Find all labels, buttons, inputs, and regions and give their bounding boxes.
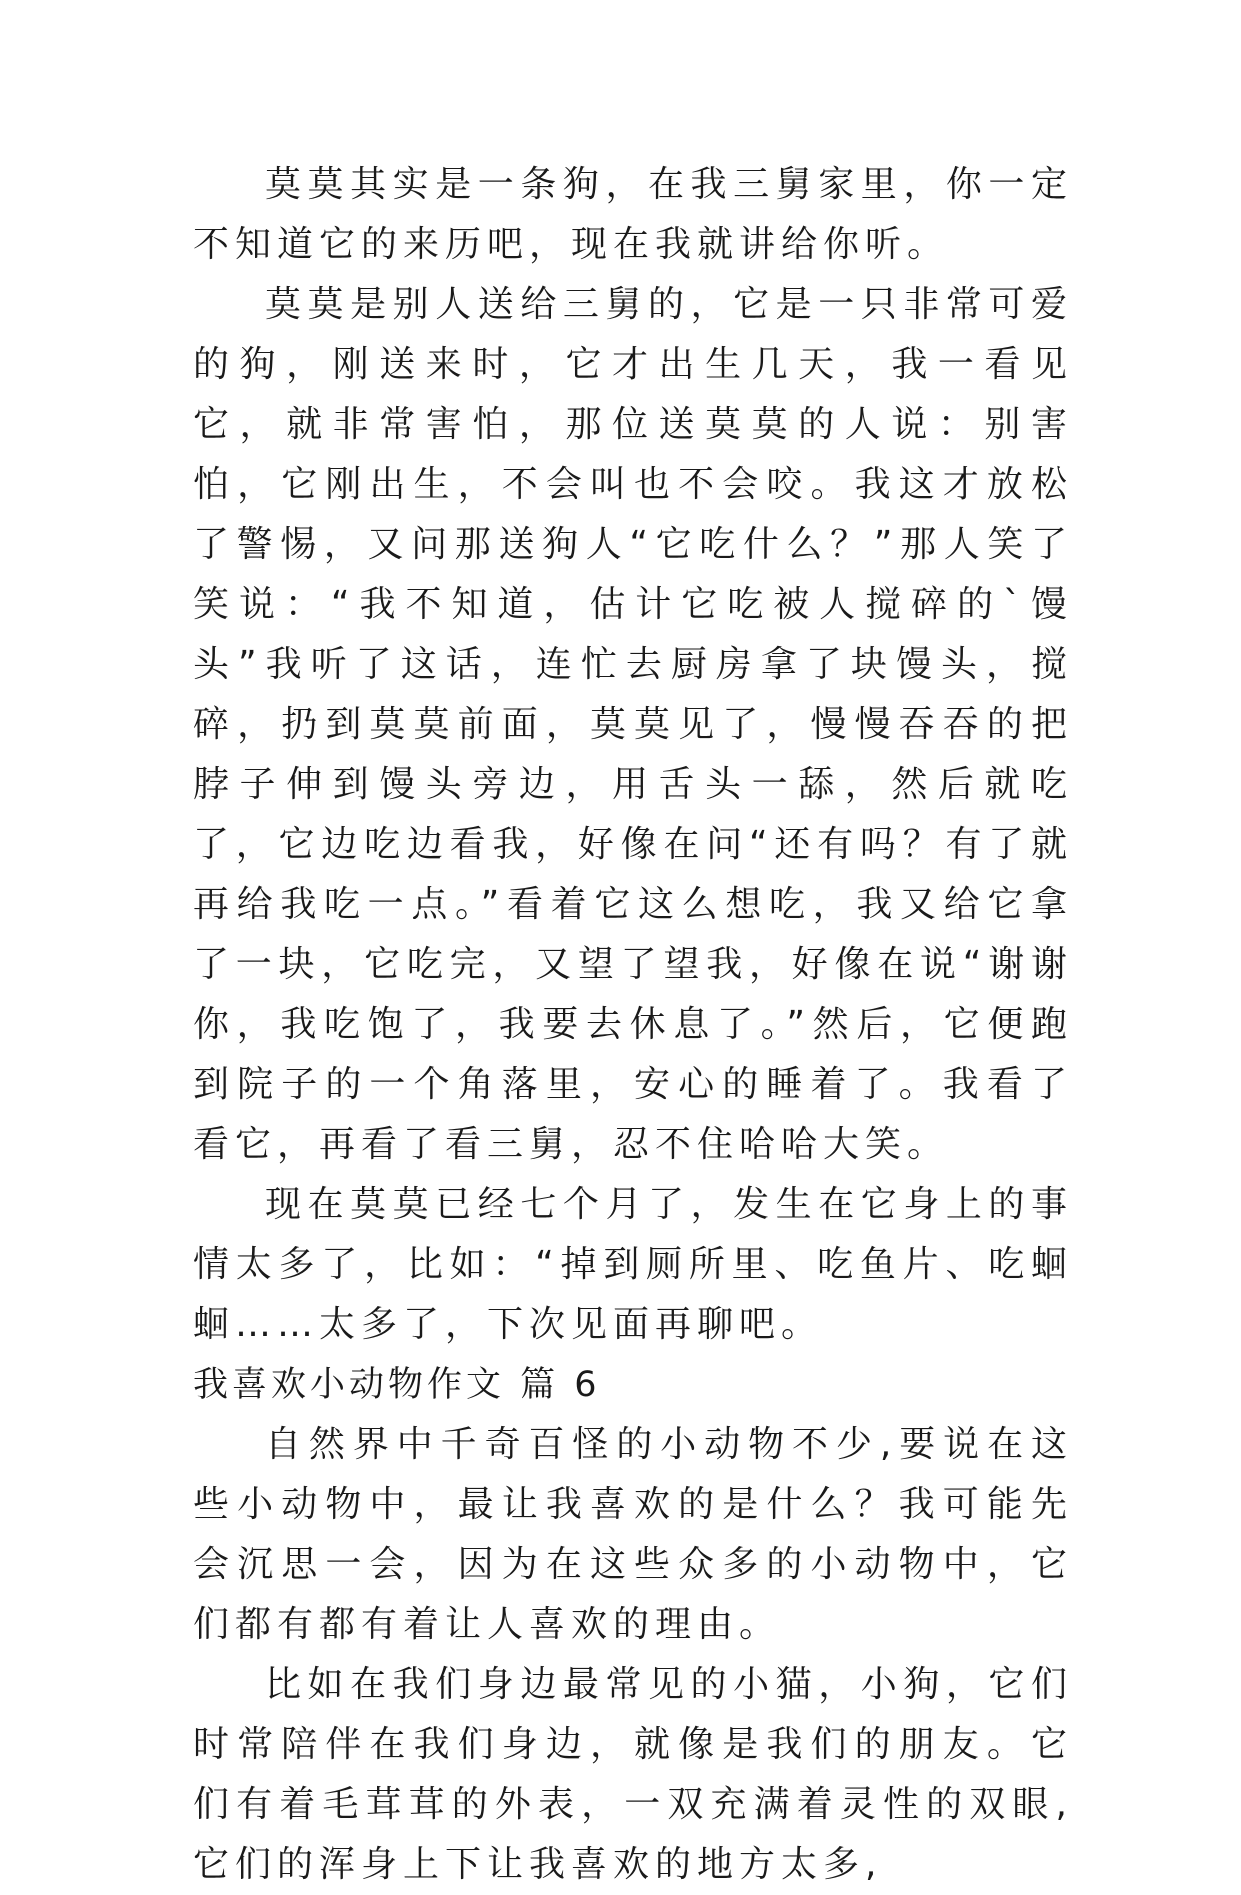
paragraph-momo-now: 现在莫莫已经七个月了，发生在它身上的事情太多了，比如：“掉到厕所里、吃鱼片、吃蛔蛔……太多了，下次见面再聊吧。	[193, 1184, 1073, 1345]
paragraph-momo-story: 莫莫是别人送给三舅的，它是一只非常可爱的狗，刚送来时，它才出生几天，我一看见它，就非常害怕，那位送莫莫的人说：别害怕，它刚出生，不会叫也不会咬。我这才放松了警惕，又问那送狗人“它吃什么？”那人笑了笑说：“我不知道，估计它吃被人搅碎的`馒头”我听了这话，连忙去厨房拿了块馒头，搅碎，扔到莫莫前面，莫莫见了，慢慢吞吞的把脖子伸到馒头旁边，用舌头一舔，然后就吃了，它边吃边看我，好像在问“还有吗？有了就再给我吃一点。”看着它这么想吃，我又给它拿了一块，它吃完，又望了望我，好像在说“谢谢你，我吃饱了，我要去休息了。”然后，它便跑到院子的一个角落里，安心的睡着了。我看了看它，再看了看三舅，忍不住哈哈大笑。	[193, 284, 1073, 1165]
paragraph-cats-dogs: 比如在我们身边最常见的小猫，小狗，它们时常陪伴在我们身边，就像是我们的朋友。它们有着毛茸茸的外表，一双充满着灵性的双眼,它们的浑身上下让我喜欢的地方太多,	[193, 1664, 1073, 1885]
paragraph-animals-intro: 自然界中千奇百怪的小动物不少,要说在这些小动物中，最让我喜欢的是什么？我可能先会沉思一会，因为在这些众多的小动物中，它们都有都有着让人喜欢的理由。	[193, 1424, 1073, 1645]
section-heading: 我喜欢小动物作文 篇 6	[193, 1365, 601, 1405]
paragraph-momo-intro: 莫莫其实是一条狗，在我三舅家里，你一定不知道它的来历吧，现在我就讲给你听。	[193, 164, 1073, 265]
document-body	[193, 155, 1073, 1895]
